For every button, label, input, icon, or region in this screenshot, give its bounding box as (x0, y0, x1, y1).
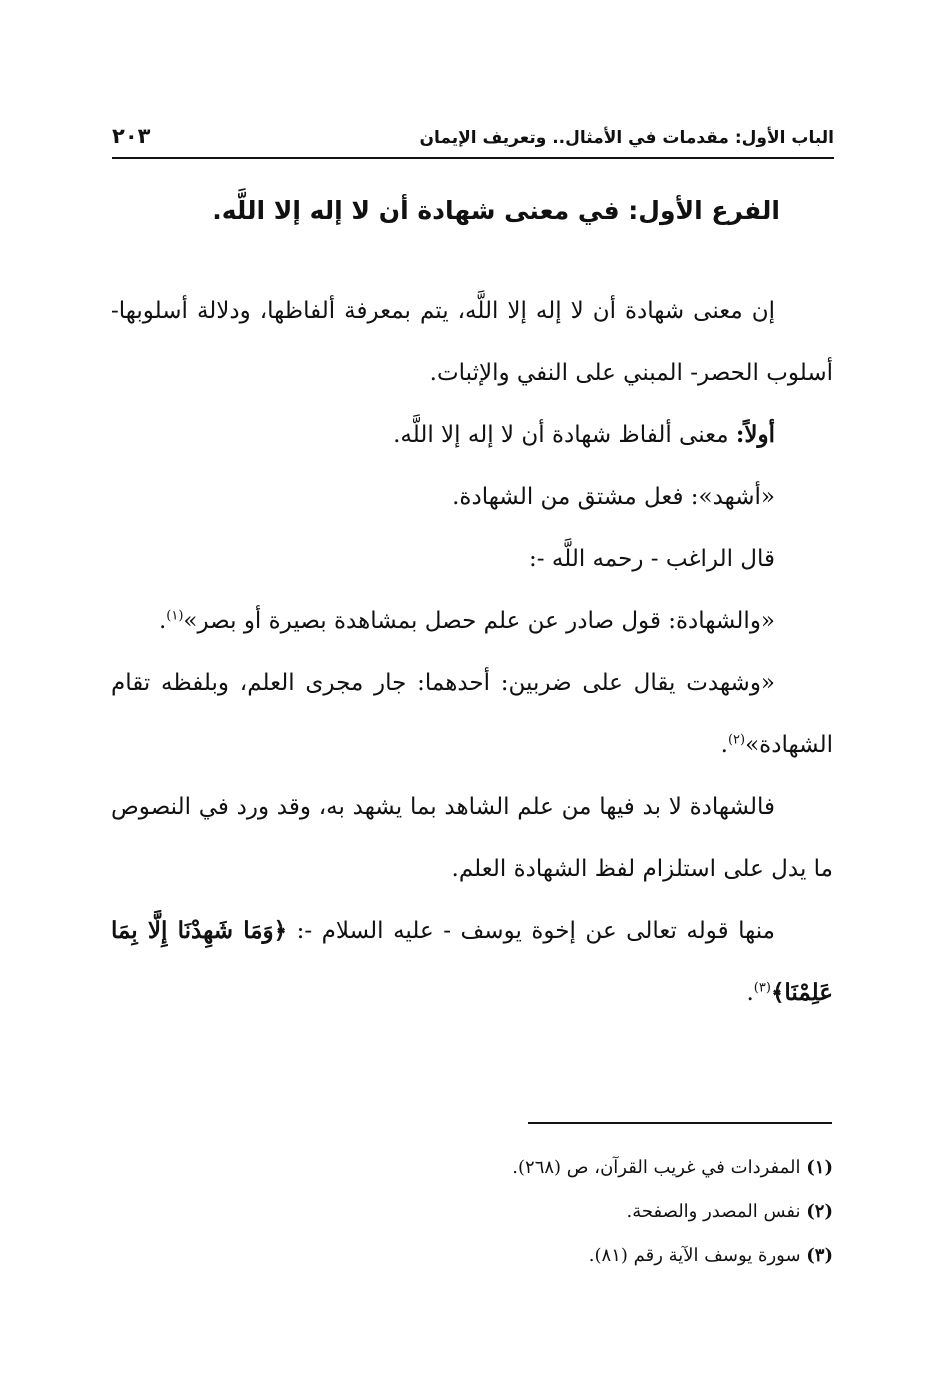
paragraph-ashhad: «أشهد»: فعل مشتق من الشهادة. (452, 484, 775, 510)
paragraph-raghib: قال الراغب - رحمه اللَّه -: (529, 546, 775, 572)
footnote-ref-2: (٢) (727, 732, 746, 748)
paragraph-quran: منها قوله تعالى عن إخوة يوسف - عليه السلام -: ﴿وَمَا شَهِدْنَا إِلَّا بِمَا عَلِمْنَا﴾$^{(٣)}$. (111, 917, 833, 1006)
running-header (112, 122, 834, 158)
body-text (111, 280, 833, 1024)
footnote-2-number: (٢) (806, 1201, 833, 1222)
quote-2-text: «وشهدت يقال على ضربين: أحدهما: جار مجرى العلم، وبلفظه تقام الشهادة» (111, 670, 833, 758)
footnote-1 (111, 1146, 833, 1190)
footnote-1-text: المفردات في غريب القرآن، ص (٢٦٨). (512, 1157, 801, 1178)
quote-1-text: «والشهادة: قول صادر عن علم حصل بمشاهدة بصيرة أو بصر» (183, 608, 775, 634)
footnote-divider (528, 1122, 832, 1124)
paragraph-quote-2: «وشهدت يقال على ضربين: أحدهما: جار مجرى العلم، وبلفظه تقام الشهادة»$^{(٢)}$. (111, 670, 833, 758)
footnote-2 (111, 1190, 833, 1234)
footnote-2-text: نفس المصدر والصفحة. (626, 1201, 801, 1222)
section-heading: الفرع الأول: في معنى شهادة أن لا إله إلا اللَّه. (212, 196, 780, 225)
page-number: ٢٠٣ (112, 124, 151, 148)
paragraph-intro: إن معنى شهادة أن لا إله إلا اللَّه، يتم بمعرفة ألفاظها، ودلالة أسلوبها- أسلوب الحصر- المبني على النفي والإثبات. (111, 298, 833, 386)
chapter-title: الباب الأول: مقدمات في الأمثال.. وتعريف الإيمان (419, 128, 834, 148)
footnote-ref-3: (٣) (753, 980, 771, 996)
paragraph-knowledge: فالشهادة لا بد فيها من علم الشاهد بما يشهد به، وقد ورد في النصوص ما يدل على استلزام لفظ الشهادة العلم. (111, 794, 833, 882)
quran-verse: ﴿وَمَا شَهِدْنَا إِلَّا بِمَا عَلِمْنَا﴾ (111, 917, 833, 1006)
footnote-ref-1: (١) (166, 608, 184, 624)
header-divider (112, 157, 834, 159)
footnote-1-number: (١) (806, 1157, 833, 1178)
footnote-3 (111, 1234, 833, 1278)
firstly-text: معنى ألفاظ شهادة أن لا إله إلا اللَّه. (393, 422, 736, 448)
firstly-label: أولاً: (735, 421, 775, 448)
footnote-3-text: سورة يوسف الآية رقم (٨١). (588, 1245, 801, 1266)
quran-intro-text: منها قوله تعالى عن إخوة يوسف - عليه السلام -: (287, 918, 775, 944)
footnote-3-number: (٣) (806, 1245, 833, 1266)
paragraph-quote-1: «والشهادة: قول صادر عن علم حصل بمشاهدة بصيرة أو بصر»$^{(١)}$. (158, 608, 775, 634)
footnotes (111, 1146, 833, 1278)
paragraph-firstly (111, 404, 833, 466)
